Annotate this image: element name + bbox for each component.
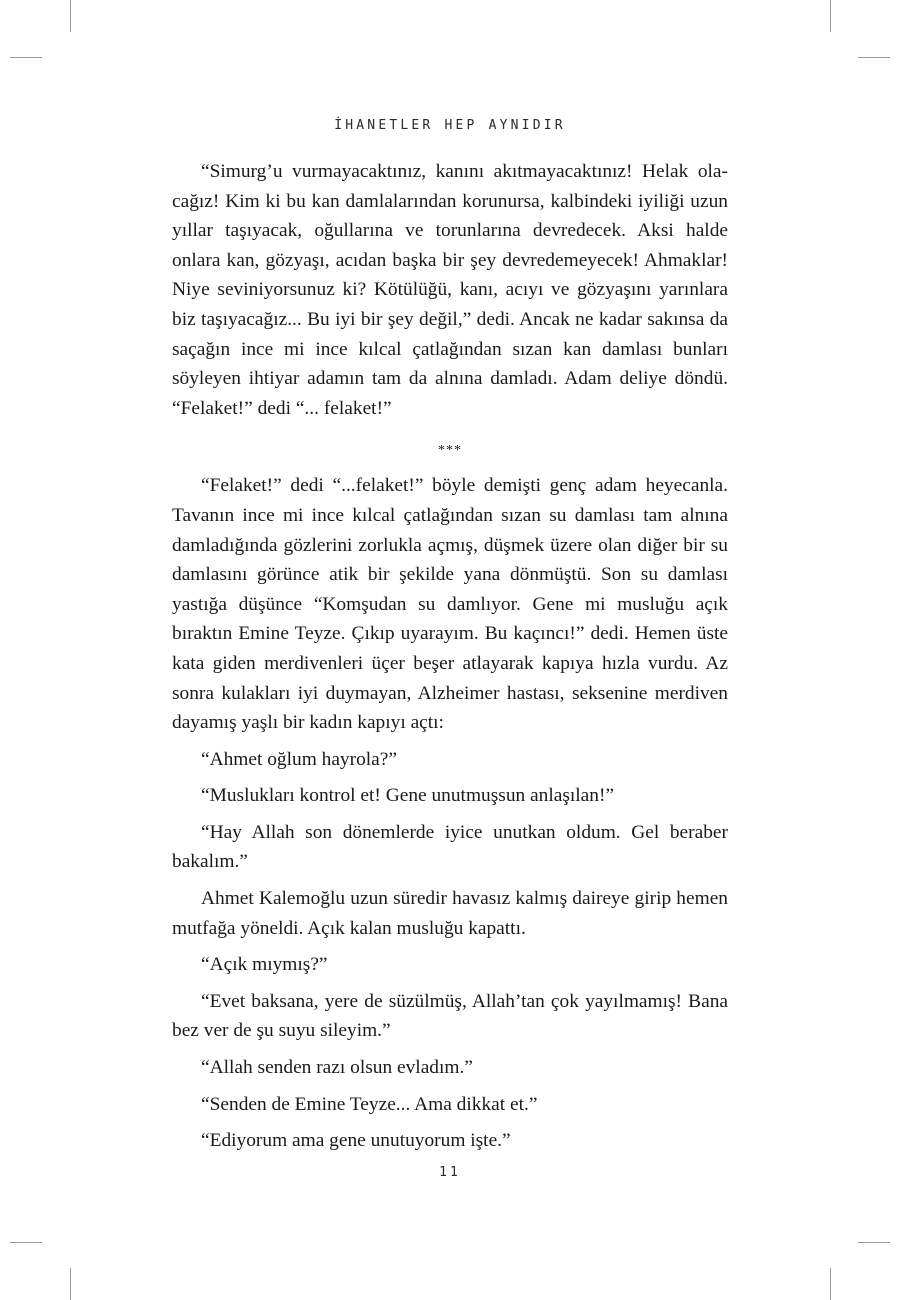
- paragraph: Ahmet Kalemoğlu uzun süredir havasız kalmış daireye girip hemen mutfağa yöneldi. Açık kalan musluğu kapattı.: [172, 888, 728, 939]
- paragraph: “Felaket!” dedi “...felaket!” böyle demişti genç adam heyecanla. Tavanın ince mi ince kılcal çatlağından sızan su damlası tam alnına damladığında gözlerini zorlukla açmış, düşmek üzere olan diğer bir su damlasını görünce atik bir şekilde yana dönmüştü. Son su damlası yastığa düşünce “Komşudan su damlıyor. Gene mi musluğu açık bıraktın Emine Teyze. Çıkıp uyarayım. Bu kaçıncı!” dedi. Hemen üste kata giden merdivenleri üçer beşer atlayarak kapıya hızla vurdu. Az sonra kulakları iyi duymayan, Alzheimer hastası, seksenine merdiven dayamış yaşlı bir kadın kapıyı açtı:: [172, 475, 728, 734]
- paragraph: “Allah senden razı olsun evladım.”: [201, 1057, 473, 1079]
- section-separator: ***: [438, 443, 462, 459]
- crop-mark-right-top: [858, 57, 890, 58]
- paragraph: “Ediyorum ama gene unutuyorum işte.”: [201, 1130, 511, 1152]
- crop-mark-top-left: [70, 0, 71, 32]
- paragraph: “Açık mıymış?”: [201, 954, 328, 976]
- running-head: İHANETLER HEP AYNIDIR: [334, 118, 566, 133]
- crop-mark-bottom-right: [830, 1268, 831, 1300]
- page-number: 11: [439, 1165, 461, 1180]
- crop-mark-top-right: [830, 0, 831, 32]
- paragraph: “Senden de Emine Teyze... Ama dikkat et.”: [201, 1093, 538, 1115]
- paragraph: “Hay Allah son dönemlerde iyice unutkan oldum. Gel beraber bakalım.”: [172, 821, 728, 873]
- paragraph: “Ahmet oğlum hayrola?”: [201, 748, 397, 770]
- paragraph: “Simurg’u vurmayacaktınız, kanını akıtmayacaktınız! Helak olacağız! Kim ki bu kan damlalarından korunursa, kalbindeki iyiliği uzun yıllar taşıyacak, oğullarına ve torunlarına devredecek. Aksi halde onlara kan, gözyaşı, acıdan başka bir şey devredemeyecek! Ahmaklar! Niye seviniyorsunuz ki? Kötülüğü, kanı, acıyı ve gözyaşını yarınlara biz taşıyacağız... Bu iyi bir şey değil,” dedi. Ancak ne kadar sakınsa da saçağın ince mi ince kılcal çatlağından sızan kan damlası bunları söyleyen ihtiyar adamın tam da alnına damladı. Adam deliye döndü. “Felaket!” dedi “... felaket!”: [172, 161, 728, 419]
- paragraph: “Muslukları kontrol et! Gene unutmuşsun anlaşılan!”: [201, 785, 615, 807]
- crop-mark-left-bottom: [10, 1242, 42, 1243]
- body-text: [172, 157, 728, 1156]
- crop-mark-left-top: [10, 57, 42, 58]
- crop-mark-right-bottom: [858, 1242, 890, 1243]
- paragraph: “Evet baksana, yere de süzülmüş, Allah’tan çok yayılmamış! Bana bez ver de şu suyu sileyim.”: [172, 990, 728, 1042]
- crop-mark-bottom-left: [70, 1268, 71, 1300]
